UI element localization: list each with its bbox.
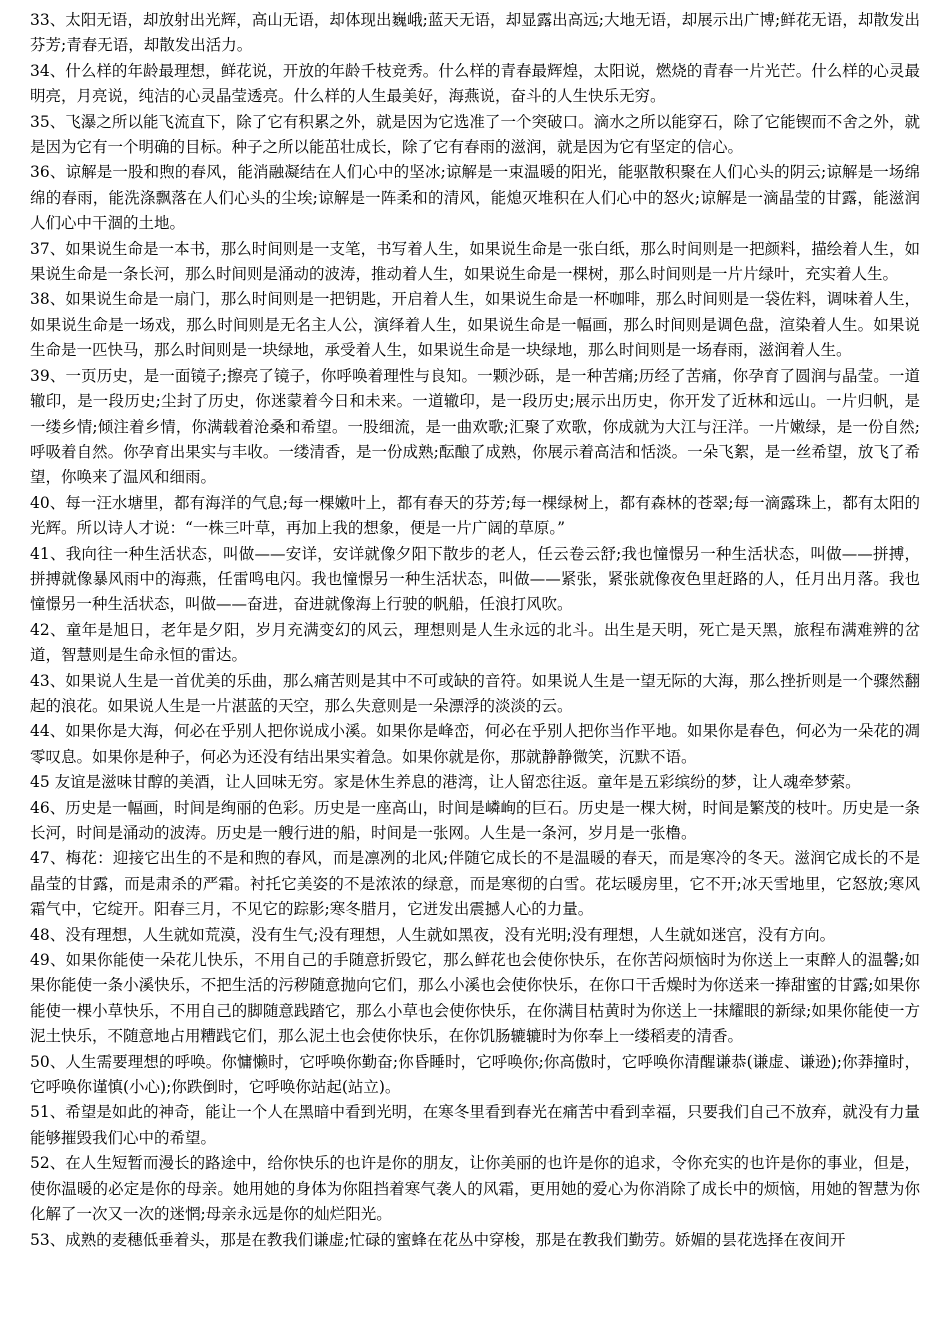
paragraph-50: 50、人生需要理想的呼唤。你慵懒时，它呼唤你勤奋;你昏睡时，它呼唤你;你高傲时，它呼唤你清醒谦恭(谦虚、谦逊);你莽撞时，它呼唤你谨慎(小心);你跌倒时，它呼唤你站起(站立)。 [30,1052,920,1097]
paragraph-37: 37、如果说生命是一本书，那么时间则是一支笔，书写着人生，如果说生命是一张白纸，那么时间则是一把颜料，描绘着人生，如果说生命是一条长河，那么时间则是涌动的波涛，推动着人生，如果说生命是一棵树，那么时间则是一片片绿叶，充实着人生。 [30,239,920,284]
paragraph-48: 48、没有理想，人生就如荒漠，没有生气;没有理想，人生就如黑夜，没有光明;没有理想，人生就如迷宫，没有方向。 [30,925,836,944]
paragraph-45: 45 友谊是滋味甘醇的美酒，让人回味无穷。家是休生养息的港湾，让人留恋往返。童年是五彩缤纷的梦，让人魂牵梦萦。 [30,773,861,792]
paragraph-36: 36、谅解是一股和煦的春风，能消融凝结在人们心中的坚冰;谅解是一束温暖的阳光，能驱散积聚在人们心头的阴云;谅解是一场绵绵的春雨，能洗涤飘落在人们心头的尘埃;谅解是一阵柔和的清风，能熄灭堆积在人们心中的怒火;谅解是一滴晶莹的甘露，能滋润人们心中干涸的土地。 [30,163,920,233]
paragraph-42: 42、童年是旭日，老年是夕阳，岁月充满变幻的风云，理想则是人生永远的北斗。出生是天明，死亡是天黑，旅程布满难辨的岔道，智慧则是生命永恒的雷达。 [30,620,920,665]
paragraph-40: 40、每一汪水塘里，都有海洋的气息;每一棵嫩叶上，都有春天的芬芳;每一棵绿树上，都有森林的苍翠;每一滴露珠上，都有太阳的光辉。所以诗人才说：“一株三叶草，再加上我的想象，便是一片广阔的草原。” [30,493,920,538]
paragraph-51: 51、希望是如此的神奇，能让一个人在黑暗中看到光明，在寒冬里看到春光在痛苦中看到幸福，只要我们自己不放弃，就没有力量能够摧毁我们心中的希望。 [30,1103,920,1147]
paragraph-46: 46、历史是一幅画，时间是绚丽的色彩。历史是一座高山，时间是嶙峋的巨石。历史是一棵大树，时间是繁茂的枝叶。历史是一条长河，时间是涌动的波涛。历史是一艘行进的船，时间是一张网。人生是一条河，岁月是一张橹。 [30,798,920,842]
paragraph-52: 52、在人生短暂而漫长的路途中，给你快乐的也许是你的朋友，让你美丽的也许是你的追求，令你充实的也许是你的事业，但是，使你温暖的必定是你的母亲。她用她的身体为你阻挡着寒气袭人的风霜，更用她的爱心为你消除了成长中的烦恼，用她的智慧为你化解了一次又一次的迷惘;母亲永远是你的灿烂阳光。 [30,1154,920,1224]
paragraph-44: 44、如果你是大海，何必在乎别人把你说成小溪。如果你是峰峦，何必在乎别人把你当作平地。如果你是春色，何必为一朵花的凋零叹息。如果你是种子，何必为还没有结出果实着急。如果你就是你，那就静静微笑，沉默不语。 [30,722,920,766]
paragraph-35: 35、飞瀑之所以能飞流直下，除了它有积累之外，就是因为它选准了一个突破口。滴水之所以能穿石，除了它能锲而不舍之外，就是因为它有一个明确的目标。种子之所以能茁壮成长，除了它有春雨的滋润，就是因为它有坚定的信心。 [30,112,920,157]
paragraph-41: 41、我向往一种生活状态，叫做——安详，安详就像夕阳下散步的老人，任云卷云舒;我也憧憬另一种生活状态，叫做——拼搏，拼搏就像暴风雨中的海燕，任雷鸣电闪。我也憧憬另一种生活状态，叫做——紧张，紧张就像夜色里赶路的人，任月出月落。我也憧憬另一种生活状态，叫做——奋进，奋进就像海上行驶的帆船，任浪打风吹。 [30,544,920,614]
paragraph-47: 47、梅花：迎接它出生的不是和煦的春风，而是凛冽的北风;伴随它成长的不是温暖的春天，而是寒冷的冬天。滋润它成长的不是晶莹的甘露，而是肃杀的严霜。衬托它美姿的不是浓浓的绿意，而是寒彻的白雪。花坛暖房里，它不开;冰天雪地里，它怒放;寒风霜气中，它绽开。阳春三月，不见它的踪影;寒冬腊月，它迸发出震撼人心的力量。 [30,849,920,919]
paragraph-49: 49、如果你能使一朵花儿快乐，不用自己的手随意折毁它，那么鲜花也会使你快乐，在你苦闷烦恼时为你送上一束醉人的温馨;如果你能使一条小溪快乐，不把生活的污秽随意抛向它们，那么小溪也会使你快乐，在你口干舌燥时为你送来一捧甜蜜的甘露;如果你能使一棵小草快乐，不用自己的脚随意践踏它，那么小草也会使你快乐，在你满目枯黄时为你送上一抹耀眼的新绿;如果你能使一方泥土快乐，不随意地占用糟践它们，那么泥土也会使你快乐，在你饥肠辘辘时为你奉上一缕稻麦的清香。 [30,951,920,1046]
paragraph-33: 33、太阳无语，却放射出光辉，高山无语，却体现出巍峨;蓝天无语，却显露出高远;大地无语，却展示出广博;鲜花无语，却散发出芬芳;青春无语，却散发出活力。 [30,11,920,55]
paragraph-39: 39、一页历史，是一面镜子;擦亮了镜子，你呼唤着理性与良知。一颗沙砾，是一种苦痛;历经了苦痛，你孕育了圆润与晶莹。一道辙印，是一段历史;尘封了历史，你迷蒙着今日和未来。一道辙印，是一段历史;展示出历史，你开发了近林和远山。一片归帆，是一缕乡情;倾注着乡情，你满载着沧桑和希望。一股细流，是一曲欢歌;汇聚了欢歌，你成就为大江与汪洋。一片嫩绿，是一份自然;呼吸着自然。你孕育出果实与丰收。一缕清香，是一份成熟;酝酿了成熟，你展示着高洁和恬淡。一朵飞絮，是一丝希望，放飞了希望，你唤来了温风和细雨。 [30,366,920,487]
paragraph-43: 43、如果说人生是一首优美的乐曲，那么痛苦则是其中不可或缺的音符。如果说人生是一望无际的大海，那么挫折则是一个骤然翻起的浪花。如果说人生是一片湛蓝的天空，那么失意则是一朵漂浮的淡淡的云。 [30,671,920,715]
paragraph-53: 53、成熟的麦穗低垂着头，那是在教我们谦虚;忙碌的蜜蜂在花丛中穿梭，那是在教我们勤劳。娇媚的昙花选择在夜间开 [30,1230,846,1249]
paragraph-34: 34、什么样的年龄最理想，鲜花说，开放的年龄千枝竞秀。什么样的青春最辉煌，太阳说，燃烧的青春一片光芒。什么样的心灵最明亮，月亮说，纯洁的心灵晶莹透亮。什么样的人生最美好，海燕说，奋斗的人生快乐无穷。 [30,61,920,106]
paragraph-38: 38、如果说生命是一扇门，那么时间则是一把钥匙，开启着人生，如果说生命是一杯咖啡，那么时间则是一袋佐料，调味着人生，如果说生命是一场戏，那么时间则是无名主人公，演绎着人生，如果说生命是一幅画，那么时间则是调色盘，渲染着人生。如果说生命是一匹快马，那么时间则是一块绿地，承受着人生，如果说生命是一块绿地，那么时间则是一场春雨，滋润着人生。 [30,290,920,360]
